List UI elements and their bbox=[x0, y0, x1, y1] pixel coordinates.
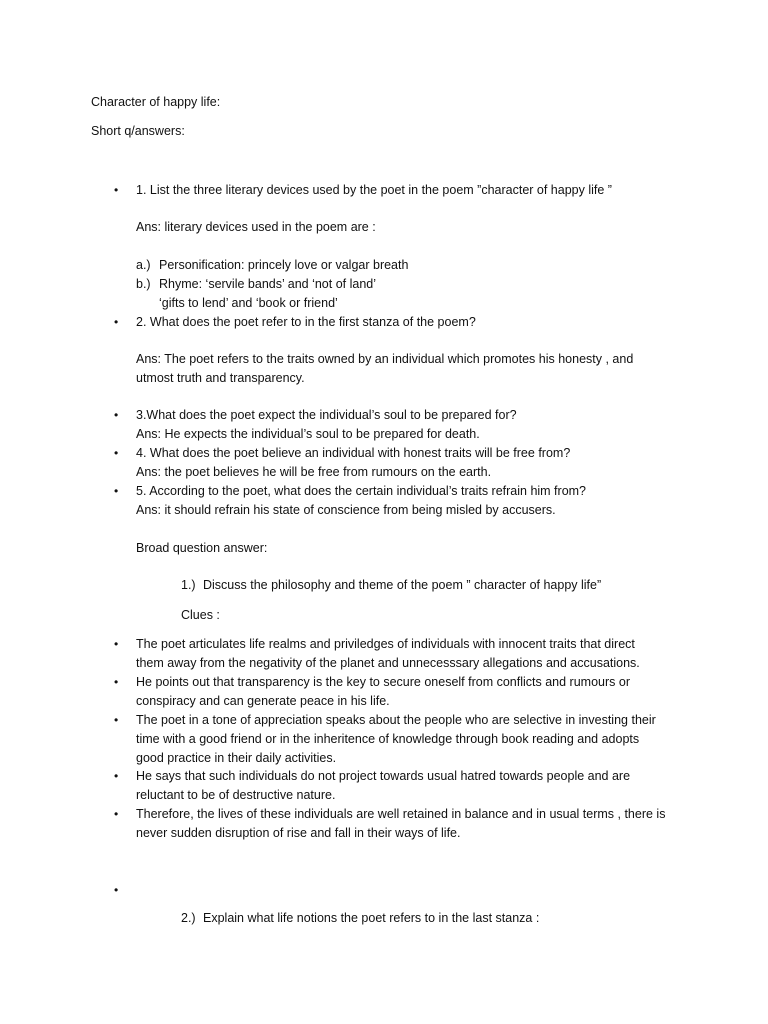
clue-1-line-1: The poet articulates life realms and priviledges of individuals with innocent traits that direct bbox=[136, 637, 635, 651]
answer-1-item-a: Personification: princely love or valgar breath bbox=[159, 258, 409, 272]
clue-3-line-1: The poet in a tone of appreciation speaks about the people who are selective in investing their bbox=[136, 713, 656, 727]
bullet-icon: • bbox=[114, 713, 119, 727]
broad-question-2: Explain what life notions the poet refers to in the last stanza : bbox=[203, 911, 540, 925]
clue-2-line-2: conspiracy and can generate peace in his life. bbox=[136, 694, 390, 708]
question-4: 4. What does the poet believe an individual with honest traits will be free from? bbox=[136, 446, 571, 460]
clue-3-line-3: good practice in their daily activities. bbox=[136, 751, 337, 765]
clue-4-line-2: reluctant to be of destructive nature. bbox=[136, 788, 336, 802]
clue-5-line-2: never sudden disruption of rise and fall in their ways of life. bbox=[136, 826, 461, 840]
clue-4-line-1: He says that such individuals do not project towards usual hatred towards people and are bbox=[136, 769, 631, 783]
bullet-icon: • bbox=[114, 807, 119, 821]
answer-2-line-2: utmost truth and transparency. bbox=[136, 371, 305, 385]
answer-1-item-b-continued: ‘gifts to lend’ and ‘book or friend’ bbox=[159, 296, 338, 310]
clue-1-line-2: them away from the negativity of the planet and unnecesssary allegations and accusations. bbox=[136, 656, 640, 670]
bullet-icon: • bbox=[114, 883, 119, 897]
question-2: 2. What does the poet refer to in the first stanza of the poem? bbox=[136, 315, 476, 329]
list-marker-a: a.) bbox=[136, 258, 151, 272]
answer-1-intro: Ans: literary devices used in the poem are : bbox=[136, 220, 376, 234]
bullet-icon: • bbox=[114, 446, 119, 460]
broad-question-1-marker: 1.) bbox=[181, 578, 196, 592]
bullet-icon: • bbox=[114, 637, 119, 651]
answer-2-line-1: Ans: The poet refers to the traits owned by an individual which promotes his honesty , and bbox=[136, 352, 634, 366]
document-title: Character of happy life: bbox=[91, 95, 221, 109]
answer-4: Ans: the poet believes he will be free from rumours on the earth. bbox=[136, 465, 492, 479]
question-5: 5. According to the poet, what does the certain individual’s traits refrain him from? bbox=[136, 484, 587, 498]
question-1: 1. List the three literary devices used by the poet in the poem ”character of happy life ” bbox=[136, 183, 612, 197]
bullet-icon: • bbox=[114, 675, 119, 689]
broad-question-1: Discuss the philosophy and theme of the poem ” character of happy life” bbox=[203, 578, 602, 592]
answer-5: Ans: it should refrain his state of conscience from being misled by accusers. bbox=[136, 503, 556, 517]
clues-label: Clues : bbox=[181, 608, 220, 622]
clue-5-line-1: Therefore, the lives of these individuals are well retained in balance and in usual terms , there is bbox=[136, 807, 666, 821]
broad-question-heading: Broad question answer: bbox=[136, 541, 268, 555]
broad-question-2-marker: 2.) bbox=[181, 911, 196, 925]
clue-2-line-1: He points out that transparency is the key to secure oneself from conflicts and rumours or bbox=[136, 675, 630, 689]
bullet-icon: • bbox=[114, 183, 119, 197]
section-subtitle: Short q/answers: bbox=[91, 124, 185, 138]
list-marker-b: b.) bbox=[136, 277, 151, 291]
bullet-icon: • bbox=[114, 315, 119, 329]
question-3: 3.What does the poet expect the individual’s soul to be prepared for? bbox=[136, 408, 517, 422]
clue-3-line-2: time with a good friend or in the inheritence of knowledge through book reading and adopts bbox=[136, 732, 640, 746]
bullet-icon: • bbox=[114, 484, 119, 498]
answer-3: Ans: He expects the individual’s soul to be prepared for death. bbox=[136, 427, 480, 441]
bullet-icon: • bbox=[114, 769, 119, 783]
bullet-icon: • bbox=[114, 408, 119, 422]
answer-1-item-b: Rhyme: ‘servile bands’ and ‘not of land’ bbox=[159, 277, 377, 291]
